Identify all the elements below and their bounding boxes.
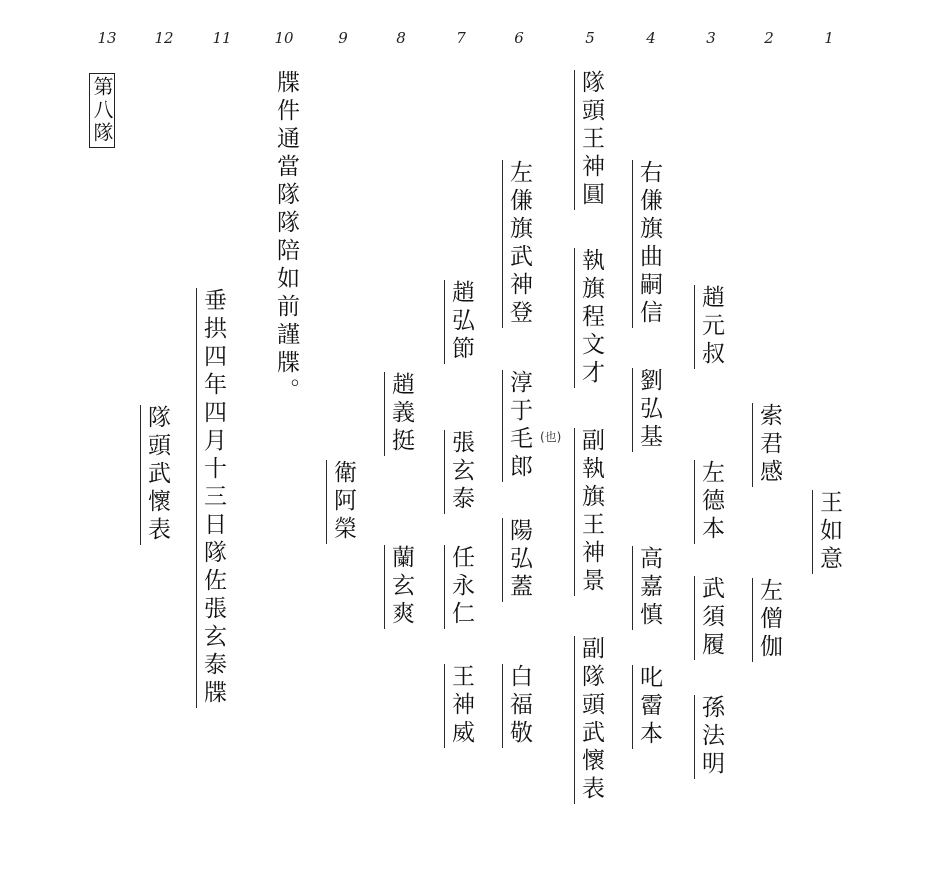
name-entry-c3b: 左德本 [694, 460, 724, 544]
name-entry-c3d: 孫法明 [694, 695, 724, 779]
name-entry-c4a: 右傔旗曲嗣信 [632, 160, 662, 328]
name-entry-c2b: 左僧伽 [752, 578, 782, 662]
name-entry-c6a: 左傔旗武神登 [502, 160, 532, 328]
column-number-1: 1 [824, 29, 834, 47]
column-number-4: 4 [646, 29, 656, 47]
editorial-note: (也) [540, 430, 562, 444]
name-entry-c1: 王如意 [812, 490, 842, 574]
name-entry-c5c: 副執旗王神景 [574, 428, 604, 596]
column-number-10: 10 [274, 29, 294, 47]
name-entry-c7b: 張玄泰 [444, 430, 474, 514]
column-number-12: 12 [154, 29, 174, 47]
column-number-6: 6 [514, 29, 524, 47]
name-entry-c6d: 白福敬 [502, 664, 532, 748]
column-number-7: 7 [456, 29, 466, 47]
name-entry-c5a: 隊頭王神圓 [574, 70, 604, 210]
column-number-2: 2 [764, 29, 774, 47]
name-entry-c9: 衛阿榮 [326, 460, 356, 544]
name-entry-c5d: 副隊頭武懷表 [574, 636, 604, 804]
unit-title-box: 第八隊 [89, 73, 115, 148]
column-number-3: 3 [706, 29, 716, 47]
name-entry-c3a: 趙元叔 [694, 285, 724, 369]
date-and-signatory: 垂拱四年四月十三日隊佐張玄泰牒 [196, 288, 226, 708]
name-entry-c2a: 索君感 [752, 403, 782, 487]
name-entry-c6c: 陽弘蓋 [502, 518, 532, 602]
column-number-9: 9 [338, 29, 348, 47]
unit-head-name: 隊頭武懷表 [140, 405, 170, 545]
name-entry-c7c: 任永仁 [444, 545, 474, 629]
name-entry-c7a: 趙弘節 [444, 280, 474, 364]
column-number-5: 5 [585, 29, 595, 47]
closing-statement: 牒件通當隊隊陪如前謹牒。 [273, 70, 299, 406]
name-entry-c8a: 趙義挺 [384, 372, 414, 456]
name-entry-c4b: 劉弘基 [632, 368, 662, 452]
name-entry-c8b: 蘭玄爽 [384, 545, 414, 629]
name-entry-c7d: 王神威 [444, 664, 474, 748]
column-number-11: 11 [212, 29, 232, 47]
name-entry-c5b: 執旗程文才 [574, 248, 604, 388]
name-entry-c4c: 高嘉慎 [632, 546, 662, 630]
column-number-8: 8 [396, 29, 406, 47]
name-entry-c4d: 叱霤本 [632, 665, 662, 749]
name-entry-c6b: 淳于毛郎 [502, 370, 532, 482]
name-entry-c3c: 武須履 [694, 576, 724, 660]
column-number-13: 13 [97, 29, 117, 47]
